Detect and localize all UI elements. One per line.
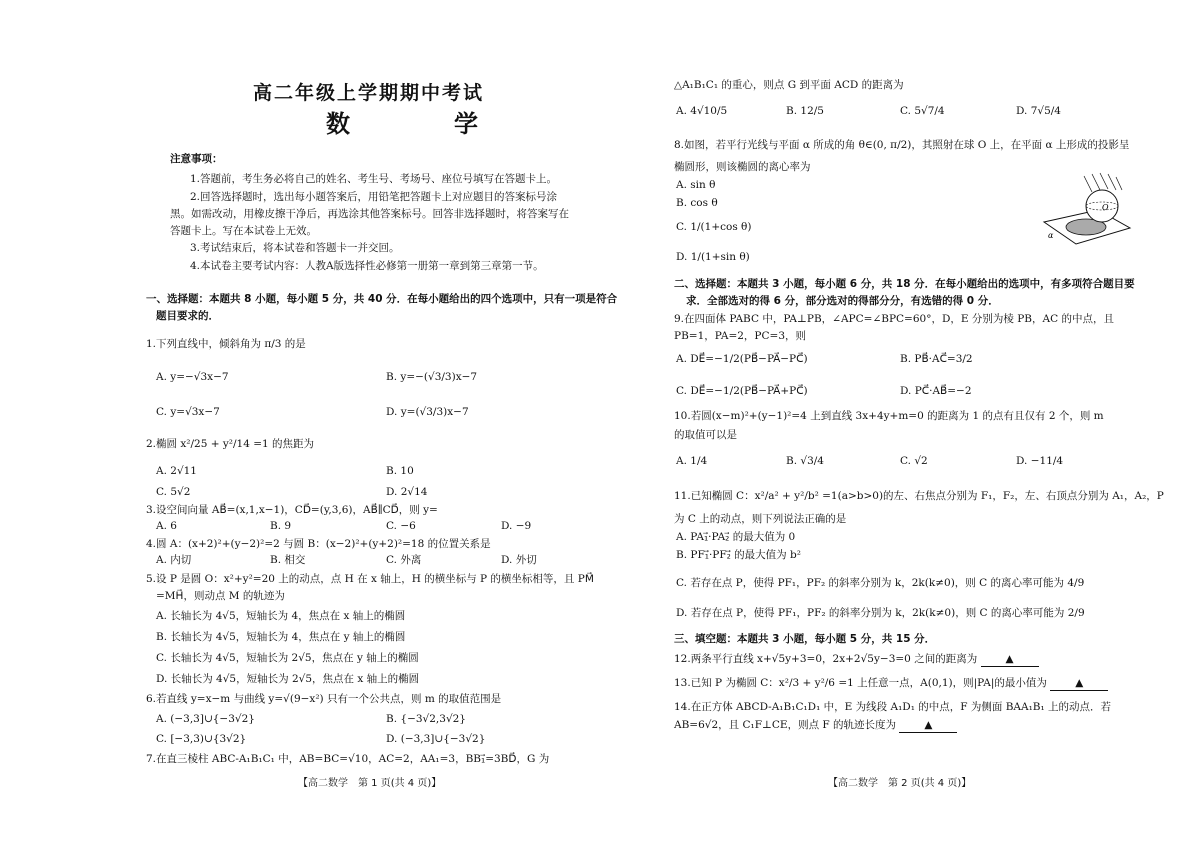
notice-line: 1.答题前，考生务必将自己的姓名、考生号、考场号、座位号填写在答题卡上。 (190, 173, 558, 185)
option: D. 7√5/4 (1016, 105, 1061, 117)
option: C. [−3,3)∪{3√2} (156, 733, 247, 745)
option: D. y=(√3/3)x−7 (386, 406, 469, 418)
option: A. 1/4 (676, 455, 708, 467)
option: D. (−3,3]∪{−3√2} (386, 733, 486, 745)
option: A. DE⃗=−1/2(PB⃗−PA⃗−PC⃗) (676, 353, 808, 365)
option: C. 外离 (386, 554, 422, 566)
answer-blank: ▲ (899, 718, 957, 733)
notice-line: 3.考试结束后，将本试卷和答题卡一并交回。 (190, 242, 400, 254)
option: C. y=√3x−7 (156, 406, 220, 418)
answer-blank: ▲ (1050, 676, 1108, 691)
question-11: 11.已知椭圆 C：x²/a² + y²/b² =1(a>b>0)的左、右焦点分别为 F₁，F₂，左、右顶点分别为 A₁，A₂，P (674, 490, 1164, 502)
question-3: 3.设空间向量 AB⃗=(x,1,x−1)，CD⃗=(y,3,6)，AB⃗∥CD⃗，则 y= (146, 504, 438, 516)
question-12-text: 12.两条平行直线 x+√5y+3=0，2x+2√5y−3=0 之间的距离为 (674, 653, 978, 665)
option: A. 2√11 (156, 465, 197, 477)
question-10-cont: 的取值可以是 (674, 429, 737, 441)
option: B. PB⃗·AC⃗=3/2 (900, 353, 973, 365)
option: C. 1/(1+cos θ) (676, 221, 752, 233)
option: B. 长轴长为 4√5，短轴长为 4，焦点在 y 轴上的椭圆 (156, 631, 406, 643)
notice-line: 黑。如需改动，用橡皮擦干净后，再选涂其他答案标号。回答非选择题时，将答案写在 (170, 208, 569, 220)
section-3-heading: 三、填空题：本题共 3 小题，每小题 5 分，共 15 分． (674, 633, 936, 645)
option: B. y=−(√3/3)x−7 (386, 371, 478, 383)
question-6: 6.若直线 y=x−m 与曲线 y=√(9−x²) 只有一个公共点，则 m 的取值范围是 (146, 693, 502, 705)
question-2: 2.椭圆 x²/25 + y²/14 =1 的焦距为 (146, 438, 315, 450)
option: D. −9 (501, 520, 532, 532)
option: A. (−3,3]∪{−3√2} (156, 713, 255, 725)
option: C. −6 (386, 520, 416, 532)
question-11-cont: 为 C 上的动点，则下列说法正确的是 (674, 513, 847, 525)
option: B. 相交 (270, 554, 306, 566)
question-5-cont: =MH⃗，则动点 M 的轨迹为 (156, 590, 285, 602)
option: B. cos θ (676, 197, 718, 209)
question-8: 8.如图，若平行光线与平面 α 所成的角 θ∈(0, π/2)，其照射在球 O 上，在平面 α 上形成的投影呈 (674, 139, 1130, 151)
option: C. √2 (900, 455, 928, 467)
notice-line: 2.回答选择题时，选出每小题答案后，用铅笔把答题卡上对应题目的答案标号涂 (190, 191, 558, 203)
page-footer: 【高二数学 第 2 页(共 4 页)】 (828, 778, 972, 789)
subject-title: 数 学 (326, 110, 518, 138)
question-10: 10.若圆(x−m)²+(y−1)²=4 上到直线 3x+4y+m=0 的距离为 1 的点有且仅有 2 个，则 m (674, 410, 1104, 422)
option: A. 4√10/5 (676, 105, 728, 117)
right-page (668, 0, 1200, 848)
question-12 (674, 652, 1039, 667)
option: D. 2√14 (386, 486, 428, 498)
option: C. 若存在点 P，使得 PF₁，PF₂ 的斜率分别为 k，2k(k≠0)，则 C 的离心率可能为 4/9 (676, 577, 1085, 589)
option: A. PA₁⃗·PA₂⃗ 的最大值为 0 (676, 531, 796, 543)
question-13-text: 13.已知 P 为椭圆 C：x²/3 + y²/6 =1 上任意一点，A(0,1)，则|PA|的最小值为 (674, 677, 1047, 689)
option: B. PF₁⃗·PF₂⃗ 的最大值为 b² (676, 549, 801, 561)
option: C. DE⃗=−1/2(PB⃗−PA⃗+PC⃗) (676, 385, 808, 397)
question-9-cont: PB=1，PA=2，PC=3，则 (674, 330, 806, 342)
option: D. 外切 (501, 554, 537, 566)
question-14-cont (674, 718, 957, 733)
option: D. 若存在点 P，使得 PF₁，PF₂ 的斜率分别为 k，2k(k≠0)，则 C 的离心率可能为 2/9 (676, 607, 1085, 619)
option: A. 内切 (156, 554, 192, 566)
option: A. 长轴长为 4√5，短轴长为 4，焦点在 x 轴上的椭圆 (156, 610, 406, 622)
option: A. 6 (156, 520, 177, 532)
option: B. 12/5 (786, 105, 824, 117)
option: B. √3/4 (786, 455, 824, 467)
question-7: 7.在直三棱柱 ABC-A₁B₁C₁ 中，AB=BC=√10，AC=2，AA₁=3，BB₁⃗=3BD⃗，G 为 (146, 753, 550, 765)
question-9: 9.在四面体 PABC 中，PA⊥PB，∠APC=∠BPC=60°，D，E 分别为棱 PB，AC 的中点，且 (674, 313, 1114, 325)
answer-blank: ▲ (981, 652, 1039, 667)
notice-heading: 注意事项： (170, 153, 223, 165)
question-4: 4.圆 A：(x+2)²+(y−2)²=2 与圆 B：(x−2)²+(y+2)²=18 的位置关系是 (146, 538, 491, 550)
question-13 (674, 676, 1108, 691)
option: D. −11/4 (1016, 455, 1064, 467)
option: C. 长轴长为 4√5，短轴长为 2√5，焦点在 y 轴上的椭圆 (156, 652, 419, 664)
option: D. 长轴长为 4√5，短轴长为 2√5，焦点在 x 轴上的椭圆 (156, 673, 420, 685)
left-page (118, 0, 678, 848)
section-2-heading: 求．全部选对的得 6 分，部分选对的得部分分，有选错的得 0 分． (686, 295, 999, 307)
page-footer: 【高二数学 第 1 页(共 4 页)】 (298, 778, 442, 789)
option: B. 9 (270, 520, 292, 532)
notice-line: 答题卡上。写在本试卷上无效。 (170, 225, 317, 237)
option: D. 1/(1+sin θ) (676, 251, 750, 263)
section-2-heading: 二、选择题：本题共 3 小题，每小题 6 分，共 18 分．在每小题给出的选项中，有多项符合题目要 (674, 278, 1135, 290)
label-sphere-center: O (1102, 203, 1109, 212)
question-5: 5.设 P 是圆 O：x²+y²=20 上的动点，点 H 在 x 轴上，H 的横坐标与 P 的横坐标相等，且 PM⃗ (146, 573, 594, 585)
section-1-heading: 题目要求的． (156, 310, 219, 322)
option: A. y=−√3x−7 (156, 371, 229, 383)
option: C. 5√7/4 (900, 105, 945, 117)
option: D. PC⃗·AB⃗=−2 (900, 385, 972, 397)
sphere-projection-figure (1036, 170, 1132, 248)
notice-line: 4.本试卷主要考试内容：人教A版选择性必修第一册第一章到第三章第一节。 (190, 260, 544, 272)
section-1-heading: 一、选择题：本题共 8 小题，每小题 5 分，共 40 分．在每小题给出的四个选项中，只有一项是符合 (146, 293, 618, 305)
option: A. sin θ (676, 179, 716, 191)
exam-title: 高二年级上学期期中考试 (253, 82, 485, 104)
option: B. 10 (386, 465, 414, 477)
question-8-cont: 椭圆形，则该椭圆的离心率为 (674, 161, 811, 173)
question-7-cont: △A₁B₁C₁ 的重心，则点 G 到平面 ACD 的距离为 (674, 79, 904, 91)
label-plane: α (1048, 231, 1054, 240)
question-14: 14.在正方体 ABCD-A₁B₁C₁D₁ 中，E 为线段 A₁D₁ 的中点，F 为侧面 BAA₁B₁ 上的动点．若 (674, 701, 1112, 713)
option: C. 5√2 (156, 486, 191, 498)
question-1: 1.下列直线中，倾斜角为 π/3 的是 (146, 338, 306, 350)
option: B. {−3√2,3√2} (386, 713, 466, 725)
question-14-text: AB=6√2，且 C₁F⊥CE，则点 F 的轨迹长度为 (674, 719, 897, 731)
